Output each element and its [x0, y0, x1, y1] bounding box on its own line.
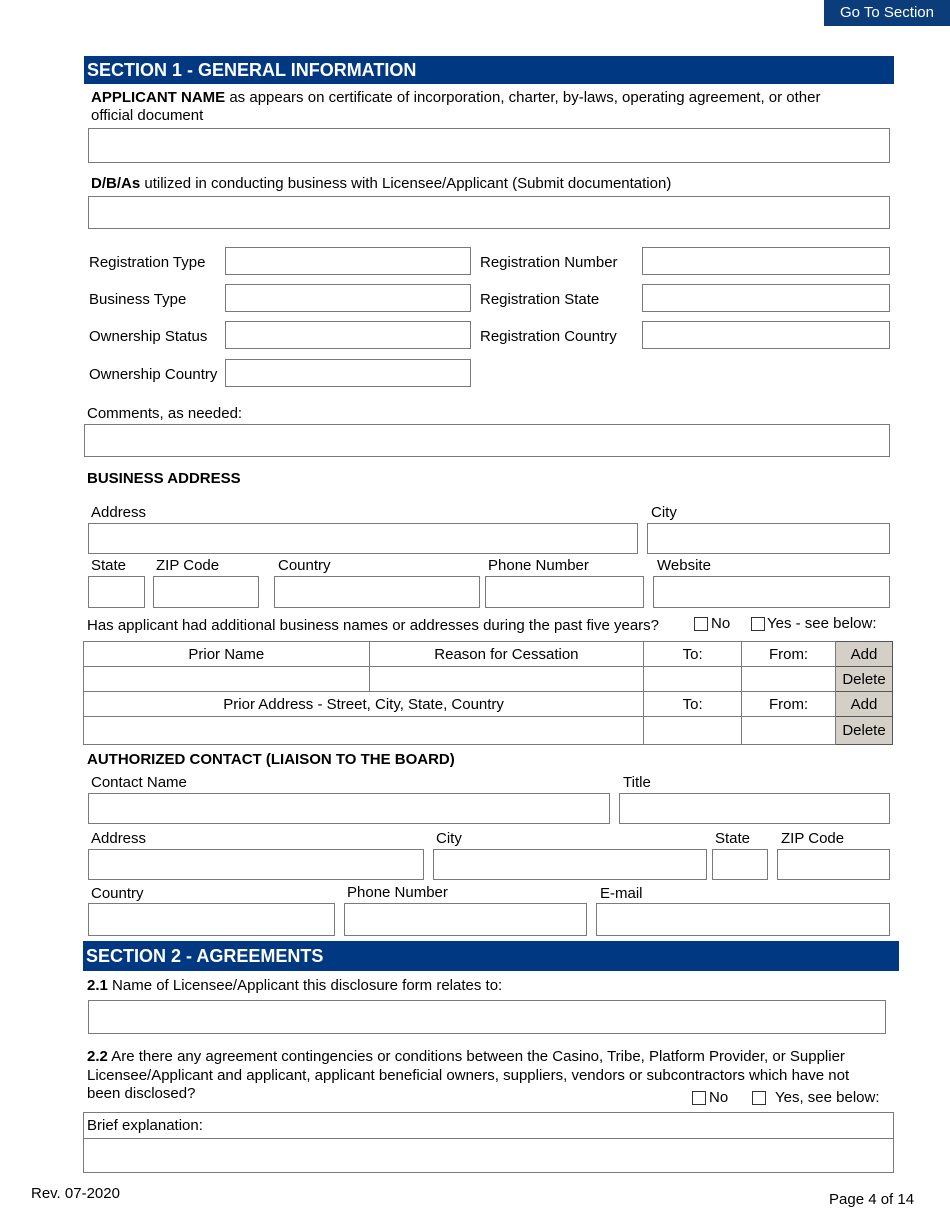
- registration-type-input[interactable]: [225, 247, 471, 275]
- registration-country-label: Registration Country: [480, 328, 617, 345]
- business-phone-label: Phone Number: [488, 557, 589, 574]
- question-2-1: [87, 977, 502, 995]
- prior-address-from-header: From:: [742, 692, 836, 717]
- prior-name-add-button[interactable]: Add: [835, 642, 892, 667]
- brief-explanation-input[interactable]: [84, 1139, 893, 1172]
- business-country-input[interactable]: [274, 576, 480, 608]
- business-state-input[interactable]: [88, 576, 145, 608]
- business-address-input[interactable]: [88, 523, 638, 554]
- dba-label: [91, 175, 671, 193]
- applicant-name-input[interactable]: [88, 128, 890, 163]
- contact-address-label: Address: [91, 830, 147, 847]
- contact-name-input[interactable]: [88, 793, 610, 824]
- question-2-1-number: 2.1: [87, 977, 108, 994]
- applicant-name-desc: as appears on certificate of incorporation, charter, by-laws, operating agreement, or other: [225, 89, 821, 106]
- section-2-header: SECTION 2 - AGREEMENTS: [83, 941, 899, 971]
- dba-input[interactable]: [88, 196, 890, 229]
- question-2-2-line1: Are there any agreement contingencies or conditions between the Casino, Tribe, Platform Provider, or Supplier: [107, 1048, 845, 1065]
- business-type-input[interactable]: [225, 284, 471, 312]
- revision-label: Rev. 07-2020: [31, 1185, 120, 1202]
- additional-names-no-label: No: [711, 615, 731, 632]
- business-website-label: Website: [657, 557, 711, 574]
- contact-zip-label: ZIP Code: [781, 830, 845, 847]
- contact-country-label: Country: [91, 885, 144, 902]
- reason-cessation-cell[interactable]: [369, 667, 644, 692]
- applicant-name-bold: APPLICANT NAME: [91, 89, 226, 106]
- agreements-no-label: No: [709, 1089, 729, 1106]
- additional-names-question: Has applicant had additional business names or addresses during the past five years?: [87, 617, 660, 634]
- question-2-1-text: Name of Licensee/Applicant this disclosure form relates to:: [107, 977, 503, 994]
- additional-names-yes-checkbox[interactable]: [751, 617, 765, 631]
- brief-explanation-box: [83, 1112, 894, 1173]
- dba-bold: D/B/As: [91, 175, 141, 192]
- ownership-status-input[interactable]: [225, 321, 471, 349]
- contact-name-label: Contact Name: [91, 774, 187, 791]
- additional-names-yes-label: Yes - see below:: [767, 615, 877, 632]
- contact-country-input[interactable]: [88, 903, 335, 936]
- contact-state-label: State: [715, 830, 751, 847]
- registration-number-input[interactable]: [642, 247, 890, 275]
- business-phone-input[interactable]: [485, 576, 644, 608]
- comments-label: Comments, as needed:: [87, 405, 243, 422]
- prior-address-to-cell[interactable]: [644, 717, 742, 745]
- table-row: [84, 692, 893, 717]
- contact-title-input[interactable]: [619, 793, 890, 824]
- agreements-no-checkbox[interactable]: [692, 1091, 706, 1105]
- business-city-label: City: [651, 504, 677, 521]
- page-number: Page 4 of 14: [829, 1191, 915, 1208]
- contact-city-input[interactable]: [433, 849, 707, 880]
- contact-city-label: City: [436, 830, 462, 847]
- licensee-name-input[interactable]: [88, 1000, 886, 1034]
- business-zip-label: ZIP Code: [156, 557, 220, 574]
- applicant-name-desc-line2: official document: [91, 107, 204, 124]
- registration-state-label: Registration State: [480, 291, 600, 308]
- table-row: [84, 642, 893, 667]
- prior-name-from-header: From:: [742, 642, 836, 667]
- section-1-header: SECTION 1 - GENERAL INFORMATION: [84, 56, 894, 84]
- prior-name-header: Prior Name: [84, 642, 370, 667]
- prior-address-from-cell[interactable]: [742, 717, 836, 745]
- contact-address-input[interactable]: [88, 849, 424, 880]
- comments-input[interactable]: [84, 424, 890, 457]
- ownership-country-input[interactable]: [225, 359, 471, 387]
- prior-address-cell[interactable]: [84, 717, 644, 745]
- registration-type-label: Registration Type: [89, 254, 206, 271]
- prior-name-cell[interactable]: [84, 667, 370, 692]
- prior-name-delete-button[interactable]: Delete: [835, 667, 892, 692]
- business-address-label: Address: [91, 504, 147, 521]
- question-2-2-number: 2.2: [87, 1048, 108, 1065]
- reason-cessation-header: Reason for Cessation: [369, 642, 644, 667]
- go-to-section-button[interactable]: Go To Section: [824, 0, 950, 26]
- question-2-2-line2: Licensee/Applicant and applicant, applicant beneficial owners, suppliers, vendors or subcontractors which have not: [87, 1067, 850, 1084]
- business-address-heading: BUSINESS ADDRESS: [87, 470, 241, 487]
- brief-explanation-label: Brief explanation:: [87, 1117, 203, 1134]
- contact-email-input[interactable]: [596, 903, 890, 936]
- prior-name-from-cell[interactable]: [742, 667, 836, 692]
- prior-address-delete-button[interactable]: Delete: [835, 717, 892, 745]
- registration-state-input[interactable]: [642, 284, 890, 312]
- registration-number-label: Registration Number: [480, 254, 618, 271]
- prior-address-add-button[interactable]: Add: [835, 692, 892, 717]
- contact-phone-input[interactable]: [344, 903, 587, 936]
- ownership-country-label: Ownership Country: [89, 366, 218, 383]
- table-row: [84, 667, 893, 692]
- business-website-input[interactable]: [653, 576, 890, 608]
- prior-names-table: [83, 641, 893, 745]
- applicant-name-label: [91, 89, 821, 107]
- contact-phone-label: Phone Number: [347, 884, 448, 901]
- contact-zip-input[interactable]: [777, 849, 890, 880]
- business-zip-input[interactable]: [153, 576, 259, 608]
- authorized-contact-heading: AUTHORIZED CONTACT (LIAISON TO THE BOARD): [87, 751, 455, 768]
- prior-name-to-header: To:: [644, 642, 742, 667]
- question-2-2-line3: been disclosed?: [87, 1085, 196, 1102]
- agreements-yes-label: Yes, see below:: [775, 1089, 880, 1106]
- question-2-2: [87, 1048, 845, 1066]
- prior-address-to-header: To:: [644, 692, 742, 717]
- prior-address-header: Prior Address - Street, City, State, Country: [84, 692, 644, 717]
- prior-name-to-cell[interactable]: [644, 667, 742, 692]
- ownership-status-label: Ownership Status: [89, 328, 208, 345]
- registration-country-input[interactable]: [642, 321, 890, 349]
- contact-title-label: Title: [623, 774, 651, 791]
- contact-email-label: E-mail: [600, 885, 643, 902]
- business-country-label: Country: [278, 557, 331, 574]
- business-city-input[interactable]: [647, 523, 890, 554]
- additional-names-no-checkbox[interactable]: [694, 617, 708, 631]
- business-state-label: State: [91, 557, 127, 574]
- table-row: [84, 717, 893, 745]
- business-type-label: Business Type: [89, 291, 187, 308]
- agreements-yes-checkbox[interactable]: [752, 1091, 766, 1105]
- contact-state-input[interactable]: [712, 849, 768, 880]
- dba-desc: utilized in conducting business with Licensee/Applicant (Submit documentation): [140, 175, 672, 192]
